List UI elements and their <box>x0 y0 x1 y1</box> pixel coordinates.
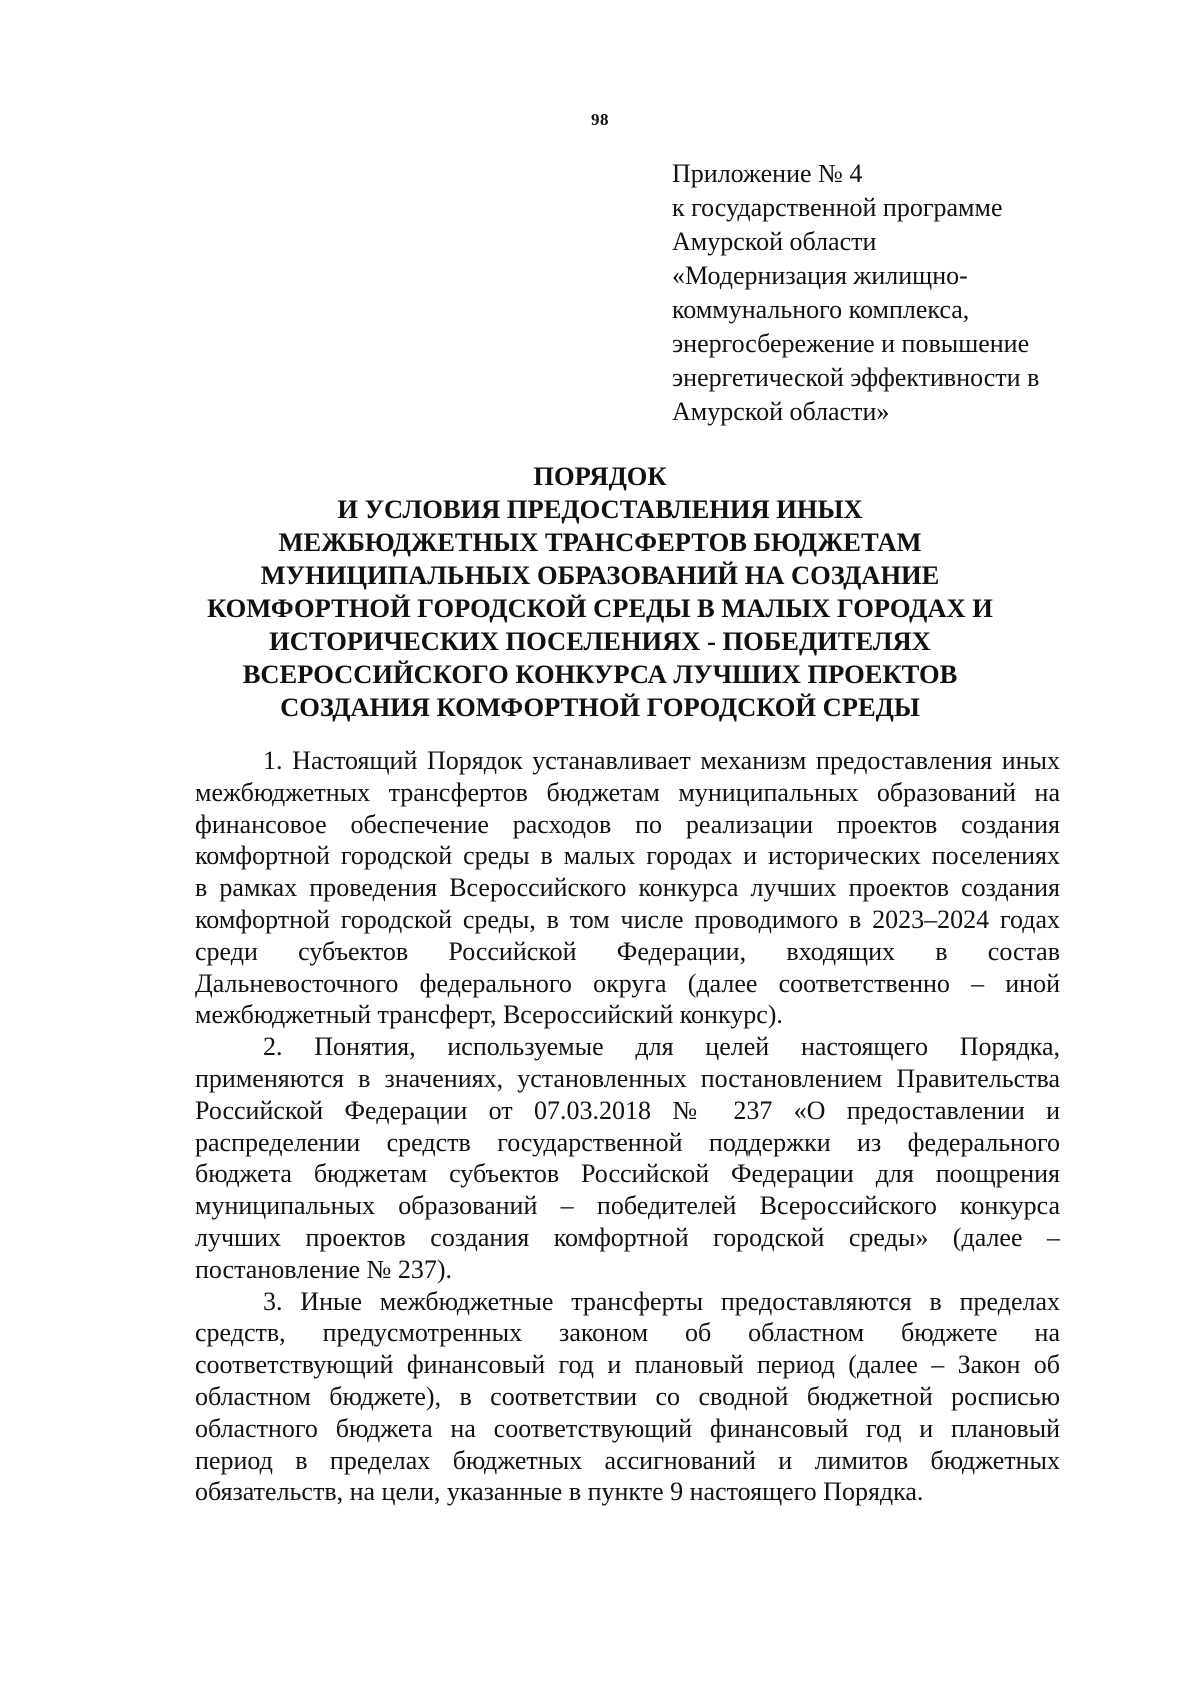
paragraph-line: межбюджетный трансферт, Всероссийский конкурс). <box>195 1000 783 1030</box>
title-line: СОЗДАНИЯ КОМФОРТНОЙ ГОРОДСКОЙ СРЕДЫ <box>280 692 920 722</box>
paragraph-line: среди субъектов Российской Федерации, входящих в состав <box>195 936 1060 966</box>
appendix-line: Амурской области» <box>672 397 890 426</box>
paragraph-line: бюджета бюджетам субъектов Российской Федерации для поощрения <box>195 1159 1060 1189</box>
paragraph-line: 3. Иные межбюджетные трансферты предоставляются в пределах <box>263 1286 1060 1316</box>
paragraph-line: Российской Федерации от 07.03.2018 № 237 «О предоставлении и <box>195 1095 1060 1125</box>
appendix-line: «Модернизация жилищно- <box>672 261 968 290</box>
document-title <box>160 460 1040 724</box>
document-body <box>195 745 1060 1508</box>
appendix-line: коммунального комплекса, <box>672 295 970 324</box>
paragraph-line: средств, предусмотренных законом об областном бюджете на <box>195 1318 1060 1348</box>
title-line: КОМФОРТНОЙ ГОРОДСКОЙ СРЕДЫ В МАЛЫХ ГОРОДАХ И <box>207 593 993 623</box>
title-line: ПОРЯДОК <box>533 461 667 491</box>
title-line: ВСЕРОССИЙСКОГО КОНКУРСА ЛУЧШИХ ПРОЕКТОВ <box>242 659 958 689</box>
paragraph-line: соответствующий финансовый год и плановый период (далее – Закон об <box>195 1350 1060 1380</box>
title-line: ИСТОРИЧЕСКИХ ПОСЕЛЕНИЯХ - ПОБЕДИТЕЛЯХ <box>269 626 931 656</box>
paragraph-line: обязательств, на цели, указанные в пункте 9 настоящего Порядка. <box>195 1477 924 1507</box>
paragraph-line: 2. Понятия, используемые для целей настоящего Порядка, <box>263 1032 1060 1062</box>
paragraph-line: Дальневосточного федерального округа (далее соответственно – иной <box>195 968 1060 998</box>
paragraph-line: комфортной городской среды в малых городах и исторических поселениях <box>195 841 1060 871</box>
paragraph-line: комфортной городской среды, в том числе проводимого в 2023–2024 годах <box>195 904 1060 934</box>
paragraph-line: областном бюджете), в соответствии со сводной бюджетной росписью <box>195 1381 1060 1411</box>
page-number: 98 <box>591 110 609 129</box>
appendix-header <box>672 157 1142 429</box>
paragraph-line: применяются в значениях, установленных постановлением Правительства <box>195 1063 1060 1093</box>
paragraph-line: лучших проектов создания комфортной городской среды» (далее – <box>195 1222 1060 1252</box>
appendix-line: к государственной программе <box>672 193 1003 222</box>
paragraph-1 <box>195 745 1060 1031</box>
paragraph-line: межбюджетных трансфертов бюджетам муниципальных образований на <box>195 777 1060 807</box>
paragraph-2 <box>195 1031 1060 1285</box>
appendix-line: энергосбережение и повышение <box>672 329 1030 358</box>
paragraph-line: в рамках проведения Всероссийского конкурса лучших проектов создания <box>195 873 1060 903</box>
paragraph-line: муниципальных образований – победителей Всероссийского конкурса <box>195 1191 1060 1221</box>
appendix-line: Амурской области <box>672 227 877 256</box>
paragraph-line: период в пределах бюджетных ассигнований и лимитов бюджетных <box>195 1445 1060 1475</box>
title-line: МУНИЦИПАЛЬНЫХ ОБРАЗОВАНИЙ НА СОЗДАНИЕ <box>260 560 940 590</box>
paragraph-line: 1. Настоящий Порядок устанавливает механизм предоставления иных <box>263 746 1060 775</box>
paragraph-line: постановление № 237). <box>195 1254 453 1284</box>
paragraph-line: областного бюджета на соответствующий финансовый год и плановый <box>195 1413 1060 1443</box>
appendix-line: энергетической эффективности в <box>672 363 1040 392</box>
title-line: МЕЖБЮДЖЕТНЫХ ТРАНСФЕРТОВ БЮДЖЕТАМ <box>278 527 922 557</box>
paragraph-line: финансовое обеспечение расходов по реализации проектов создания <box>195 809 1060 839</box>
paragraph-line: распределении средств государственной поддержки из федерального <box>195 1127 1060 1157</box>
appendix-line: Приложение № 4 <box>672 159 863 188</box>
title-line: И УСЛОВИЯ ПРЕДОСТАВЛЕНИЯ ИНЫХ <box>337 494 863 524</box>
paragraph-3 <box>195 1286 1060 1509</box>
